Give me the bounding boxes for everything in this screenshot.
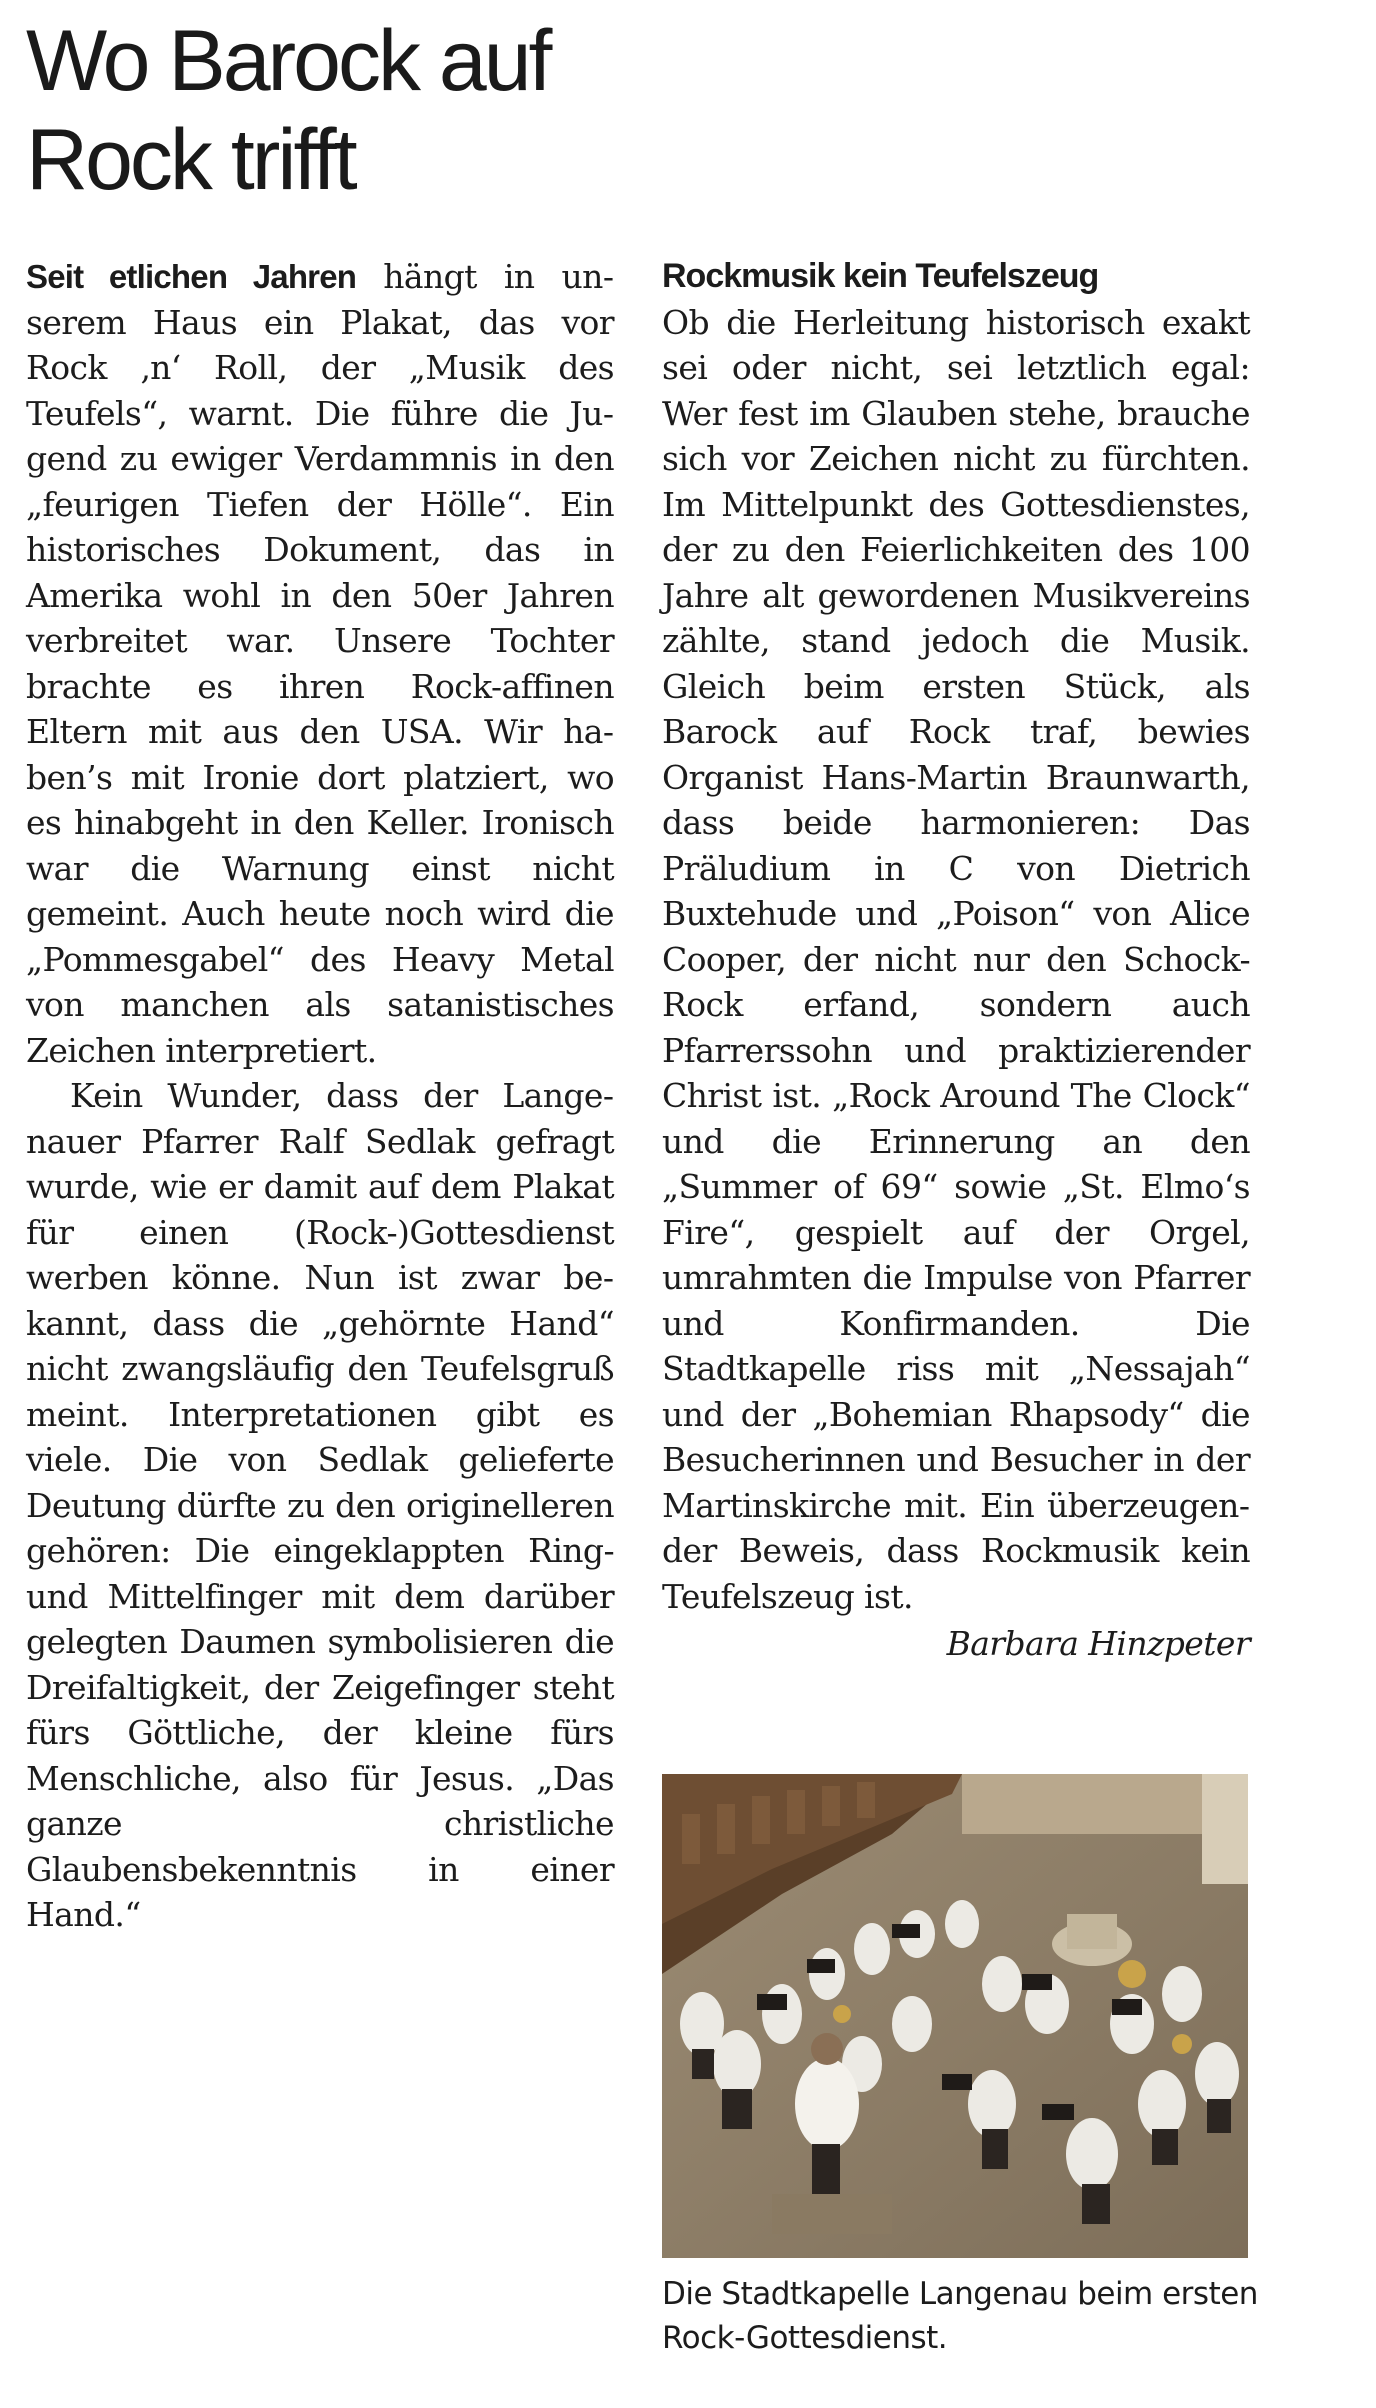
- headline-line-2: Rock trifft: [26, 112, 355, 208]
- paragraph-2: Kein Wunder, dass der Langenauer Pfarrer Ralf Sedlak gefragt wurde, wie er damit auf dem Plakat für einen (Rock-)Gottesdienst werben könne. Nun ist zwar bekannt, dass die „gehörnte Hand“ nicht zwangsläufig den Teufelsgruß meint. Interpretationen gibt es viele. Die von Sedlak gelieferte Deutung dürfte zu den originelleren gehören: Die eingeklappten Ring- und Mittelfinger mit dem darüber gelegten Daumen symbolisieren die Dreifaltigkeit, der Zeigefinger steht fürs Göttliche, der kleine fürs Menschliche, also für Jesus. „Das ganze christliche Glaubensbekenntnis in einer Hand.“: [26, 1076, 614, 1934]
- paragraph-1-text: hängt in unserem Haus ein Plakat, das vor Rock ‚n‘ Roll, der „Musik des Teufels“, warnt. Die führe die Jugend zu ewiger Verdammnis in den „feurigen Tiefen der Hölle“. Ein historisches Dokument, das in Amerika wohl in den 50er Jahren verbreitet war. Unsere Tochter brachte es ihren Rock-affinen Eltern mit aus den USA. Wir haben’s mit Ironie dort platziert, wo es hinabgeht in den Keller. Ironisch war die Warnung einst nicht gemeint. Auch heute noch wird die „Pommesgabel“ des Heavy Metal von manchen als satanistisches Zeichen interpretiert.: [26, 257, 614, 1070]
- right-column: [662, 254, 1250, 1667]
- author-byline: Barbara Hinzpeter: [946, 1624, 1250, 1663]
- article-headline: [26, 12, 726, 210]
- headline-line-1: Wo Barock auf: [26, 13, 550, 109]
- photo-caption: Die Stadtkapelle Langenau beim ersten Rock-Gottesdienst.: [662, 2276, 1258, 2356]
- left-column: [26, 254, 614, 1938]
- article-photo: [662, 1774, 1248, 2258]
- paragraph-3: Ob die Herleitung historisch exakt sei oder nicht, sei letztlich egal: Wer fest im Glauben stehe, brauche sich vor Zeichen nicht zu fürchten. Im Mittelpunkt des Gottesdienstes, der zu den Feierlichkeiten des 100 Jahre alt gewordenen Musikvereins zählte, stand jedoch die Musik. Gleich beim ersten Stück, als Barock auf Rock traf, bewies Organist Hans-Martin Braunwarth, dass beide harmonieren: Das Präludium in C von Dietrich Buxtehude und „Poison“ von Alice Cooper, der nicht nur den Schock-Rock erfand, sondern auch Pfarrerssohn und praktizierender Christ ist. „Rock Around The Clock“ und die Erinnerung an den „Summer of 69“ sowie „St. Elmo‘s Fire“, gespielt auf der Orgel, umrahmten die Impulse von Pfarrer und Konfirmanden. Die Stadtkapelle riss mit „Nessajah“ und der „Bohemian Rhapsody“ die Besucherinnen und Besucher in der Martinskirche mit. Ein überzeugender Beweis, dass Rockmusik kein Teufelszeug ist.: [662, 302, 1250, 1616]
- subheading: Rockmusik kein Teufelszeug: [662, 257, 1099, 295]
- lead-in: Seit etlichen Jahren: [26, 258, 357, 295]
- paragraph-1: [26, 254, 614, 1073]
